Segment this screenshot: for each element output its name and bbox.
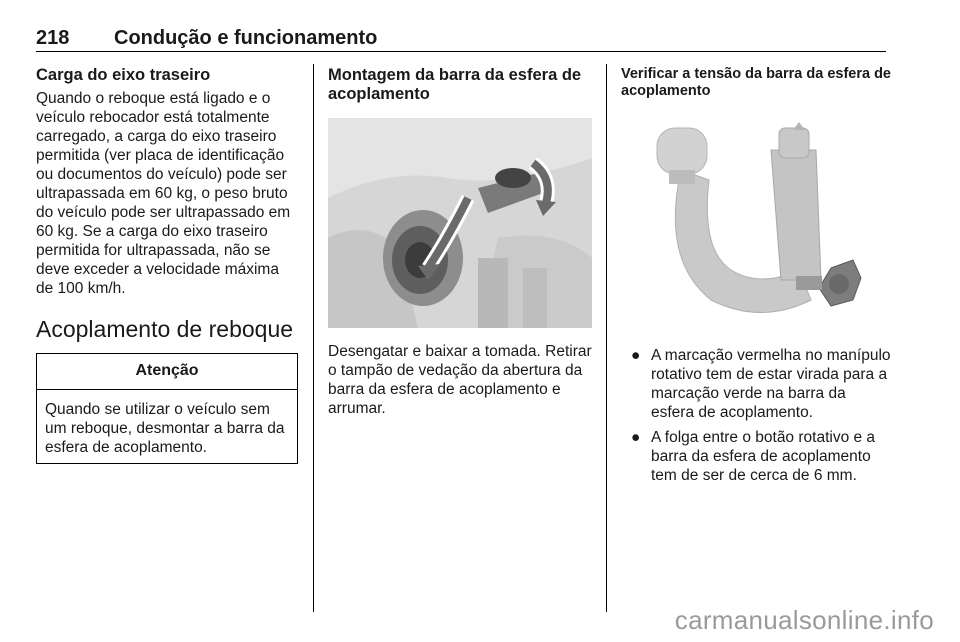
section-title: Acoplamento de reboque — [36, 316, 294, 342]
rear-axle-heading: Carga do eixo traseiro — [36, 66, 211, 84]
watermark: carmanualsonline.info — [674, 605, 934, 635]
warning-box — [36, 353, 298, 464]
column-divider — [313, 64, 314, 612]
check-list — [621, 346, 891, 485]
column-left — [36, 66, 300, 464]
page-header — [36, 25, 886, 52]
bullet-icon: ● — [631, 347, 641, 364]
bullet-icon: ● — [631, 429, 641, 446]
bullet-text: A folga entre o botão rotativo e a barra da esfera de acoplamento tem de ser de cerca de 6 mm. — [651, 429, 876, 484]
column-divider — [606, 64, 607, 612]
page-number: 218 — [36, 27, 70, 49]
tension-heading: Verificar a tensão da barra da esfera de acoplamento — [621, 66, 891, 99]
list-item — [621, 346, 891, 422]
warning-title: Atenção — [37, 354, 297, 390]
chapter-title: Condução e funcionamento — [114, 27, 378, 49]
column-middle — [328, 66, 594, 418]
bullet-text: A marcação vermelha no manípulo rotativo tem de estar virada para a marcação verde na barra da esfera de acoplamento. — [651, 347, 891, 421]
mounting-paragraph: Desengatar e baixar a tomada. Retirar o tampão de vedação da abertura da barra da esfera de acoplamento e arrumar. — [328, 343, 592, 417]
rear-axle-paragraph: Quando o reboque está ligado e o veículo rebocador está totalmente carregado, a carga do eixo traseiro permitida (ver placa de identificação ou documentos do veículo) pode ser ultrapassada em 60 kg, o peso bruto do veículo pode ser ultrapassado em 60 kg. Se a carga do eixo traseiro permitida for ultrapassada, não se deve exceder a velocidade máxima de 100 km/h. — [36, 90, 291, 297]
column-right — [621, 66, 891, 491]
mounting-illustration — [328, 118, 592, 328]
mounting-heading: Montagem da barra da esfera de acoplamento — [328, 66, 582, 103]
warning-text: Quando se utilizar o veículo sem um reboque, desmontar a barra da esfera de acoplamento. — [45, 401, 285, 456]
list-item — [621, 428, 891, 485]
towbar-illustration — [621, 110, 883, 334]
